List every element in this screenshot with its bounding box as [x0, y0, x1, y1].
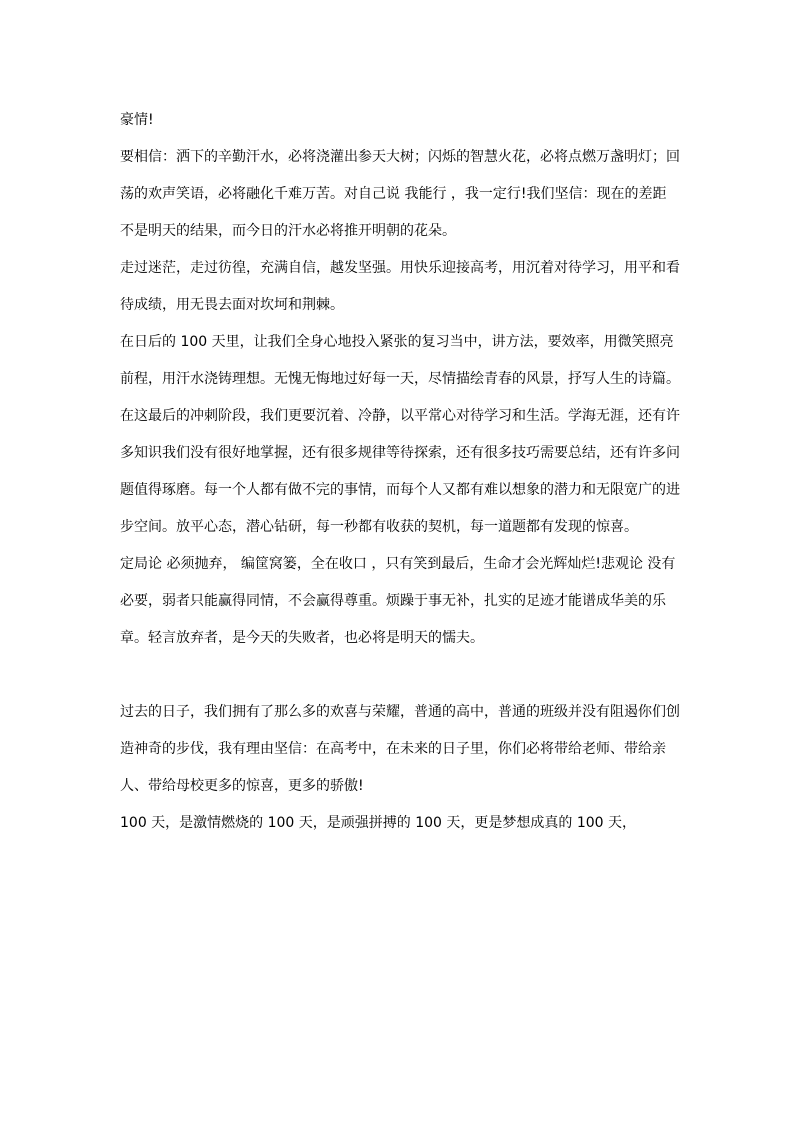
paragraph: 在日后的 100 天里，让我们全身心地投入紧张的复习当中，讲方法，要效率，用微笑照亮前程，用汗水浇铸理想。无愧无悔地过好每一天，尽情描绘青春的风景，抒写人生的诗篇。 [120, 334, 680, 387]
blank-line [120, 657, 680, 694]
paragraph: 豪情! [120, 112, 154, 128]
paragraph: 要相信：洒下的辛勤汗水，必将浇灌出参天大树；闪烁的智慧火花，必将点燃万盏明灯；回荡的欢声笑语，必将融化千难万苦。对自己说 我能行 ，我一定行!我们坚信：现在的差距不是明天的结果，而今日的汗水必将推开明朝的花朵。 [120, 149, 680, 239]
paragraph: 定局论 必须抛弃， 编筐窝篓，全在收口 ，只有笑到最后，生命才会光辉灿烂!悲观论 没有必要，弱者只能赢得同情，不会赢得尊重。烦躁于事无补，扎实的足迹才能谱成华美的乐章。轻言放弃者，是今天的失败者，也必将是明天的懦夫。 [120, 556, 676, 646]
paragraph: 100 天，是激情燃烧的 100 天，是顽强拼搏的 100 天，更是梦想成真的 100 天， [120, 815, 637, 831]
paragraph: 走过迷茫，走过彷徨，充满自信，越发坚强。用快乐迎接高考，用沉着对待学习，用平和看待成绩，用无畏去面对坎坷和荆棘。 [120, 260, 680, 313]
document-body [120, 102, 680, 842]
paragraph: 在这最后的冲刺阶段，我们更要沉着、冷静，以平常心对待学习和生活。学海无涯，还有许多知识我们没有很好地掌握，还有很多规律等待探索，还有很多技巧需要总结，还有许多问题值得琢磨。每一个人都有做不完的事情，而每个人又都有难以想象的潜力和无限宽广的进步空间。放平心态，潜心钻研，每一秒都有收获的契机，每一道题都有发现的惊喜。 [120, 408, 680, 535]
paragraph: 过去的日子，我们拥有了那么多的欢喜与荣耀，普通的高中，普通的班级并没有阻遏你们创造神奇的步伐，我有理由坚信：在高考中，在未来的日子里，你们必将带给老师、带给亲人、带给母校更多的惊喜，更多的骄傲! [120, 704, 680, 794]
